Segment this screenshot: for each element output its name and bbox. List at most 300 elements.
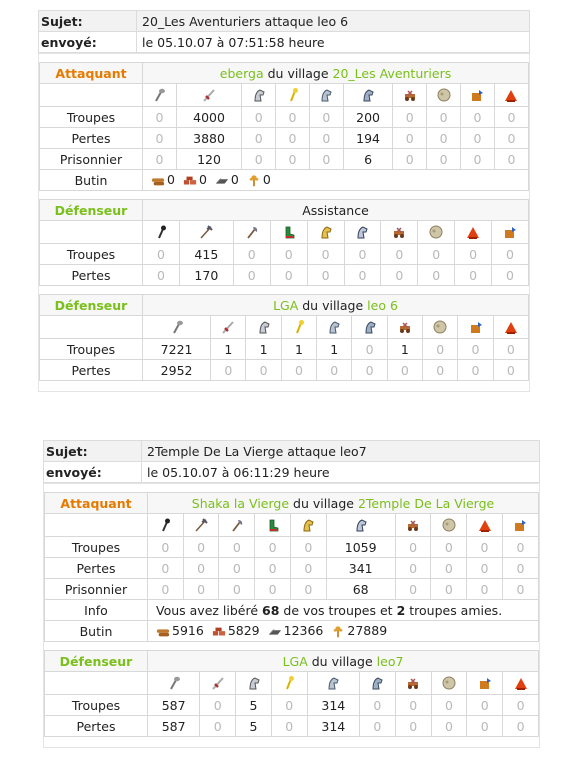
unit-icon-cell [395, 514, 431, 537]
unit-count: 1 [387, 339, 422, 360]
unit-count: 0 [148, 579, 184, 600]
unit-count: 0 [290, 537, 326, 558]
loot-amount: 5916 [172, 623, 204, 639]
unit-count: 0 [307, 244, 344, 265]
wood-icon [154, 625, 172, 639]
sent-value: le 05.10.07 à 06:11:29 heure [142, 462, 540, 483]
unit-count: 0 [309, 107, 343, 128]
info-n1: 68 [262, 602, 280, 618]
unit-icon-cell [381, 221, 418, 244]
unit-count: 68 [326, 579, 395, 600]
clubswinger-icon [166, 675, 182, 691]
unit-count: 0 [233, 244, 270, 265]
chief-icon [477, 517, 493, 533]
unit-count: 0 [461, 128, 495, 149]
unit-count: 0 [271, 695, 307, 716]
subject-value: 20_Les Aventuriers attaque leo 6 [137, 11, 530, 32]
player-link[interactable]: Shaka la Vierge [191, 495, 290, 511]
ram-icon [397, 319, 413, 335]
unit-count: 1 [211, 339, 246, 360]
clubswinger-icon [169, 319, 185, 335]
unit-count: 0 [211, 360, 246, 381]
defender-table [39, 199, 529, 286]
light-cavalry-icon [326, 319, 342, 335]
unit-icon-cell [309, 84, 343, 107]
paladin-horse-icon [354, 224, 370, 240]
unit-icon-cell [176, 84, 241, 107]
section-title-row [40, 63, 529, 84]
unit-count: 0 [431, 558, 467, 579]
unit-count: 0 [242, 107, 276, 128]
row-label: Troupes [40, 339, 143, 360]
unit-count: 0 [461, 107, 495, 128]
unit-count: 0 [183, 558, 219, 579]
unit-count: 0 [360, 716, 396, 737]
unit-count: 0 [395, 695, 431, 716]
unit-count: 314 [307, 695, 359, 716]
loot-item [329, 623, 387, 638]
section-owner [143, 63, 529, 84]
data-row [40, 107, 529, 128]
row-label: Prisonnier [40, 149, 143, 170]
unit-count: 0 [246, 360, 281, 381]
subject-row [44, 441, 540, 462]
unit-count: 0 [455, 265, 492, 286]
unit-icon-cell [148, 672, 200, 695]
village-link[interactable]: leo 6 [367, 297, 398, 313]
unit-icons-row [45, 672, 539, 695]
chief-icon [465, 224, 481, 240]
data-row [45, 579, 539, 600]
unit-count: 587 [148, 716, 200, 737]
unit-count: 0 [219, 537, 255, 558]
report-body [43, 483, 540, 748]
unit-icon-cell [395, 672, 431, 695]
iron-icon [266, 625, 284, 639]
unit-count: 0 [271, 716, 307, 737]
subject-label: Sujet: [44, 441, 142, 462]
section-owner [143, 295, 529, 316]
unit-icon-cell [242, 84, 276, 107]
unit-count: 0 [276, 107, 310, 128]
maceman-icon [157, 517, 173, 533]
unit-count: 0 [143, 149, 177, 170]
unit-icons-row [40, 316, 529, 339]
unit-icon-cell [143, 221, 180, 244]
unit-count: 0 [458, 339, 493, 360]
data-row [40, 128, 529, 149]
battle-report-1 [38, 10, 530, 392]
row-label: Prisonnier [45, 579, 148, 600]
unit-count: 0 [148, 558, 184, 579]
defender-label: Défenseur [40, 200, 143, 221]
unit-count: 0 [395, 716, 431, 737]
unit-count: 0 [393, 128, 427, 149]
loot-item [154, 623, 204, 638]
clubswinger-icon [151, 87, 167, 103]
unit-count: 1059 [326, 537, 395, 558]
report-header [38, 10, 530, 53]
unit-icon-cell [200, 672, 236, 695]
unit-count: 0 [276, 128, 310, 149]
ram-icon [402, 87, 418, 103]
unit-count: 314 [307, 716, 359, 737]
unit-count: 0 [276, 149, 310, 170]
icons-spacer [40, 316, 143, 339]
section-owner [143, 200, 529, 221]
unit-count: 0 [467, 579, 503, 600]
unit-count: 170 [179, 265, 233, 286]
unit-count: 120 [176, 149, 241, 170]
unit-icon-cell [458, 316, 493, 339]
defender-table [39, 294, 529, 381]
unit-count: 0 [317, 360, 352, 381]
unit-icon-cell [502, 514, 538, 537]
section-title-row [40, 200, 529, 221]
unit-count: 0 [242, 149, 276, 170]
unit-count: 0 [387, 360, 422, 381]
village-word: du village [302, 297, 364, 313]
unit-icon-cell [233, 221, 270, 244]
unit-icon-cell [461, 84, 495, 107]
unit-icon-cell [431, 672, 467, 695]
unit-count: 0 [143, 128, 177, 149]
unit-icons-row [40, 221, 529, 244]
unit-icon-cell [352, 316, 387, 339]
loot-label: Butin [45, 621, 148, 642]
unit-count: 0 [360, 695, 396, 716]
village-link[interactable]: leo7 [376, 653, 404, 669]
loot-item [213, 172, 239, 187]
village-link[interactable]: 20_Les Aventuriers [332, 65, 452, 81]
unit-icons-row [40, 84, 529, 107]
unit-count: 0 [431, 695, 467, 716]
subject-value: 2Temple De La Vierge attaque leo7 [142, 441, 540, 462]
unit-icon-cell [211, 316, 246, 339]
sent-label: envoyé: [39, 32, 137, 53]
unit-icon-cell [492, 221, 529, 244]
village-link[interactable]: 2Temple De La Vierge [357, 495, 495, 511]
unit-count: 0 [393, 149, 427, 170]
data-row [45, 537, 539, 558]
unit-count: 0 [458, 360, 493, 381]
unit-icon-cell [317, 316, 352, 339]
unit-count: 0 [143, 244, 180, 265]
unit-count: 0 [502, 537, 538, 558]
unit-count: 1 [317, 339, 352, 360]
unit-count: 0 [143, 107, 177, 128]
unit-count: 0 [143, 265, 180, 286]
unit-count: 0 [467, 558, 503, 579]
unit-count: 0 [494, 128, 528, 149]
unit-icon-cell [246, 316, 281, 339]
unit-count: 0 [493, 360, 528, 381]
unit-icon-cell [493, 316, 528, 339]
unit-count: 0 [431, 716, 467, 737]
settler-icon [468, 319, 484, 335]
unit-icon-cell [467, 672, 503, 695]
unit-count: 0 [352, 360, 387, 381]
scout-boot-icon [265, 517, 281, 533]
unit-count: 0 [455, 244, 492, 265]
scout-icon [246, 675, 262, 691]
loot-amount: 0 [262, 172, 271, 188]
unit-count: 0 [290, 558, 326, 579]
attacker-label: Attaquant [40, 63, 143, 84]
unit-count: 415 [179, 244, 233, 265]
loot-values [148, 621, 539, 642]
unit-count: 6 [343, 149, 393, 170]
section-owner [148, 493, 539, 514]
settler-icon [477, 675, 493, 691]
loot-values [143, 170, 529, 191]
unit-icon-cell [219, 514, 255, 537]
loot-amount: 5829 [227, 623, 260, 639]
light-cavalry-icon [318, 87, 334, 103]
scout-icon [251, 87, 267, 103]
unit-count: 0 [427, 128, 461, 149]
attacker-table [39, 62, 529, 191]
subject-row [39, 11, 530, 32]
data-row [40, 360, 529, 381]
crop-icon [329, 625, 347, 639]
loot-item [181, 172, 207, 187]
unit-count: 0 [423, 339, 458, 360]
light-cavalry-icon [325, 675, 341, 691]
unit-icon-cell [281, 316, 316, 339]
scout-boot-icon [281, 224, 297, 240]
info-n2: 2 [396, 602, 406, 618]
teutonic-knight-icon [318, 224, 334, 240]
unit-count: 0 [423, 360, 458, 381]
section-title-row [40, 295, 529, 316]
heavy-cavalry-icon [360, 87, 376, 103]
unit-count: 0 [219, 558, 255, 579]
unit-count: 0 [242, 128, 276, 149]
paladin-icon [281, 675, 297, 691]
unit-count: 0 [270, 265, 307, 286]
unit-icon-cell [360, 672, 396, 695]
attacker-label: Attaquant [45, 493, 148, 514]
unit-count: 0 [502, 558, 538, 579]
unit-count: 0 [467, 716, 503, 737]
battle-report-2 [43, 440, 540, 748]
loot-row [45, 621, 539, 642]
loot-amount: 12366 [283, 623, 324, 639]
sent-value: le 05.10.07 à 07:51:58 heure [137, 32, 530, 53]
unit-count: 0 [395, 537, 431, 558]
unit-count: 2952 [143, 360, 211, 381]
loot-item [210, 623, 260, 638]
unit-count: 0 [183, 537, 219, 558]
unit-count: 0 [467, 695, 503, 716]
data-row [40, 339, 529, 360]
sent-label: envoyé: [44, 462, 142, 483]
unit-icon-cell [467, 514, 503, 537]
sent-row [39, 32, 530, 53]
unit-count: 0 [309, 149, 343, 170]
section-title-row [45, 493, 539, 514]
unit-count: 0 [395, 579, 431, 600]
unit-icon-cell [494, 84, 528, 107]
loot-amount: 0 [230, 172, 239, 188]
village-word: du village [267, 65, 329, 81]
unit-count: 0 [492, 265, 529, 286]
catapult-icon [436, 87, 452, 103]
unit-count: 0 [309, 128, 343, 149]
unit-count: 0 [381, 265, 418, 286]
unit-icon-cell [427, 84, 461, 107]
ram-icon [405, 675, 421, 691]
report-body [38, 53, 530, 392]
unit-count: 0 [431, 537, 467, 558]
data-row [40, 265, 529, 286]
swordsman-icon [210, 675, 226, 691]
unit-icon-cell [455, 221, 492, 244]
unit-icon-cell [503, 672, 539, 695]
data-row [45, 695, 539, 716]
crop-icon [245, 174, 263, 188]
unit-icon-cell [326, 514, 395, 537]
unit-count: 5 [236, 695, 272, 716]
info-text [148, 600, 539, 621]
iron-icon [213, 174, 231, 188]
unit-count: 0 [502, 579, 538, 600]
ram-icon [405, 517, 421, 533]
unit-icon-cell [343, 84, 393, 107]
unit-icon-cell [148, 514, 184, 537]
unit-count: 1 [246, 339, 281, 360]
heavy-cavalry-icon [362, 319, 378, 335]
row-label: Troupes [45, 695, 148, 716]
teutonic-knight-icon [300, 517, 316, 533]
unit-icon-cell [290, 514, 326, 537]
icons-spacer [40, 84, 143, 107]
unit-count: 0 [200, 716, 236, 737]
clay-icon [210, 625, 228, 639]
loot-row [40, 170, 529, 191]
scout-icon [256, 319, 272, 335]
player-link[interactable]: LGA [273, 297, 299, 313]
village-word: du village [311, 653, 373, 669]
unit-count: 0 [148, 537, 184, 558]
loot-amount: 0 [167, 172, 175, 188]
spearman-icon [193, 517, 209, 533]
unit-count: 0 [307, 265, 344, 286]
icons-spacer [45, 672, 148, 695]
unit-icon-cell [270, 221, 307, 244]
unit-count: 587 [148, 695, 200, 716]
settler-icon [512, 517, 528, 533]
swordsman-icon [201, 87, 217, 103]
row-label: Pertes [45, 716, 148, 737]
defender-label: Défenseur [40, 295, 143, 316]
unit-icons-row [45, 514, 539, 537]
row-label: Pertes [40, 265, 143, 286]
unit-icon-cell [393, 84, 427, 107]
sent-row [44, 462, 540, 483]
unit-count: 3880 [176, 128, 241, 149]
unit-count: 0 [344, 244, 381, 265]
paladin-horse-icon [353, 517, 369, 533]
unit-count: 0 [503, 695, 539, 716]
unit-count: 0 [183, 579, 219, 600]
info-label: Info [45, 600, 148, 621]
settler-icon [469, 87, 485, 103]
info-row [45, 600, 539, 621]
unit-count: 0 [431, 579, 467, 600]
icons-spacer [40, 221, 143, 244]
unit-icon-cell [344, 221, 381, 244]
unit-count: 5 [236, 716, 272, 737]
unit-count: 0 [418, 244, 455, 265]
defender-label: Défenseur [45, 651, 148, 672]
unit-icon-cell [276, 84, 310, 107]
unit-icon-cell [423, 316, 458, 339]
info-post: troupes amies. [405, 602, 503, 618]
player-link[interactable]: LGA [282, 653, 308, 669]
row-label: Pertes [40, 128, 143, 149]
axeman-icon [229, 517, 245, 533]
data-row [45, 558, 539, 579]
unit-count: 0 [393, 107, 427, 128]
wood-icon [149, 174, 167, 188]
spearman-icon [198, 224, 214, 240]
unit-icon-cell [236, 672, 272, 695]
loot-item [266, 623, 324, 638]
row-label: Pertes [40, 360, 143, 381]
paladin-icon [291, 319, 307, 335]
ram-icon [391, 224, 407, 240]
unit-icon-cell [307, 221, 344, 244]
unit-icon-cell [179, 221, 233, 244]
icons-spacer [45, 514, 148, 537]
defender-table [44, 650, 539, 737]
loot-amount: 27889 [347, 623, 388, 639]
unit-count: 0 [255, 558, 291, 579]
report-header [43, 440, 540, 483]
axeman-icon [244, 224, 260, 240]
row-label: Troupes [40, 244, 143, 265]
unit-count: 0 [494, 149, 528, 170]
player-link[interactable]: eberga [219, 65, 264, 81]
unit-icon-cell [307, 672, 359, 695]
unit-count: 0 [290, 579, 326, 600]
unit-count: 0 [427, 107, 461, 128]
loot-item [149, 172, 175, 187]
unit-icon-cell [143, 316, 211, 339]
unit-count: 0 [493, 339, 528, 360]
loot-amount: 0 [198, 172, 207, 188]
section-title: Assistance [302, 202, 369, 218]
unit-count: 0 [219, 579, 255, 600]
loot-label: Butin [40, 170, 143, 191]
settler-icon [502, 224, 518, 240]
unit-icon-cell [431, 514, 467, 537]
unit-count: 200 [343, 107, 393, 128]
loot-item [245, 172, 271, 187]
unit-count: 0 [255, 537, 291, 558]
info-pre: Vous avez libéré [156, 602, 263, 618]
row-label: Troupes [40, 107, 143, 128]
catapult-icon [428, 224, 444, 240]
unit-count: 0 [461, 149, 495, 170]
catapult-icon [441, 675, 457, 691]
chief-icon [503, 319, 519, 335]
section-owner [148, 651, 539, 672]
unit-count: 0 [200, 695, 236, 716]
unit-count: 0 [255, 579, 291, 600]
